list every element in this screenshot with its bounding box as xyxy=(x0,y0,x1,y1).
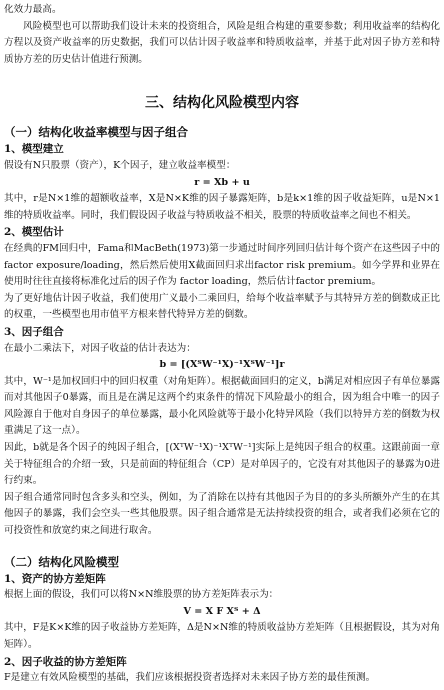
paragraph-pure-factor: 因此，b就是各个因子的纯因子组合，[(XᵀW⁻¹X)⁻¹XᵀW⁻¹]实际上是纯因子组合的权重。这跟前面一章关于特征组合的介绍一致，只是前面的特征组合（CP）是对单因子的，它没有对其他因子的暴露为0进行约束。 xyxy=(4,442,440,487)
formula-return-model: r = Xb + u xyxy=(194,176,250,188)
paragraph-gls: 为了更好地估计因子收益，我们使用广义最小二乘回归，给每个收益率赋予与其特异方差的倒数成正比的权重，一些模型也用市值平方根来替代特异方差的倒数。 xyxy=(4,292,440,321)
formula-covariance: V = X F Xᵀ + Δ xyxy=(183,605,261,617)
paragraph-intro-end: 化效力最高。 xyxy=(4,4,62,15)
subsection-estimation-title: 2、模型估计 xyxy=(4,226,64,239)
subsection-factor-cov-title: 2、因子收益的协方差矩阵 xyxy=(4,655,127,668)
part2-title: （二）结构化风险模型 xyxy=(4,554,119,569)
paragraph-intro: 风险模型也可以帮助我们设计未来的投资组合，风险是组合构建的重要参数；利用收益率的结构化方程以及资产收益率的历史数据，我们可以估计因子收益率和特质收益率，并基于此对因子协方差和特质协方差的历史估计值进行预测。 xyxy=(4,20,440,65)
paragraph-long-short: 因子组合通常同时包含多头和空头，例如，为了消除在以持有其他因子为目的的多头所额外产生的在其他因子的暴露，我们会空头一些其他股票。因子组合通常是无法持续投资的组合，或者我们必须在它的可投资性和放宽约束之间进行取舍。 xyxy=(4,491,440,537)
subsection-asset-cov-title: 1、资产的协方差矩阵 xyxy=(4,572,106,585)
formula-factor-return: b = [(XᵀW⁻¹X)⁻¹XᵀW⁻¹]r xyxy=(159,359,285,371)
paragraph-weights: 其中，W⁻¹是加权回归中的回归权重（对角矩阵）。根据截面回归的定义，b满足对相应因子有单位暴露而对其他因子0暴露，而且是在满足这两个约束条件的情况下风险最小的组合，因为组合中唯一的因子风险源自于他对自身因子的单位暴露，最小化风险就等于最小化特异风险（我们以特异方差的倒数为权重满足了这一点）。 xyxy=(4,375,440,437)
part1-title: （一）结构化收益率模型与因子组合 xyxy=(4,125,188,140)
subsection-factor-portfolio-title: 3、因子组合 xyxy=(4,325,64,338)
paragraph-cov-intro: 根据上面的假设，我们可以将N×N维股票的协方差矩阵表示为： xyxy=(4,589,279,601)
paragraph-ls-estimate: 在最小二乘法下，对因子收益的估计表达为： xyxy=(4,342,196,354)
paragraph-fm-regression: 在经典的FM回归中，Fama和MacBeth(1973)第一步通过时间序列回归估计每个资产在这些因子中的factor exposure/loading，然后然后使用X截面回归求出factor risk premium。如今学界和业界在使用时往往直接将标准化过后的因子作为 factor loading，然后估计factor premium。 xyxy=(4,242,440,288)
paragraph-factor-cov: F是建立有效风险模型的基础，我们应该根据投资者选择对未来因子协方差的最佳预测。 xyxy=(4,672,376,684)
paragraph-cov-def: 其中，F是K×K维的因子收益协方差矩阵，Δ是N×N维的特质收益协方差矩阵（且根据假设，其为对角矩阵）。 xyxy=(4,622,440,650)
subsection-model-title: 1、模型建立 xyxy=(4,143,64,156)
paragraph-model-def: 其中，r是N×1维的超额收益率，X是N×K维的因子暴露矩阵，b是k×1维的因子收益矩阵，u是N×1维的特质收益率。同时，我们假设因子收益与特质收益不相关，股票的特质收益率之间也不相关。 xyxy=(4,193,440,221)
paragraph-model-setup: 假设有N只股票（资产），K个因子，建立收益率模型： xyxy=(4,159,236,171)
section-title: 三、结构化风险模型内容 xyxy=(145,95,299,112)
document-page xyxy=(4,2,440,687)
